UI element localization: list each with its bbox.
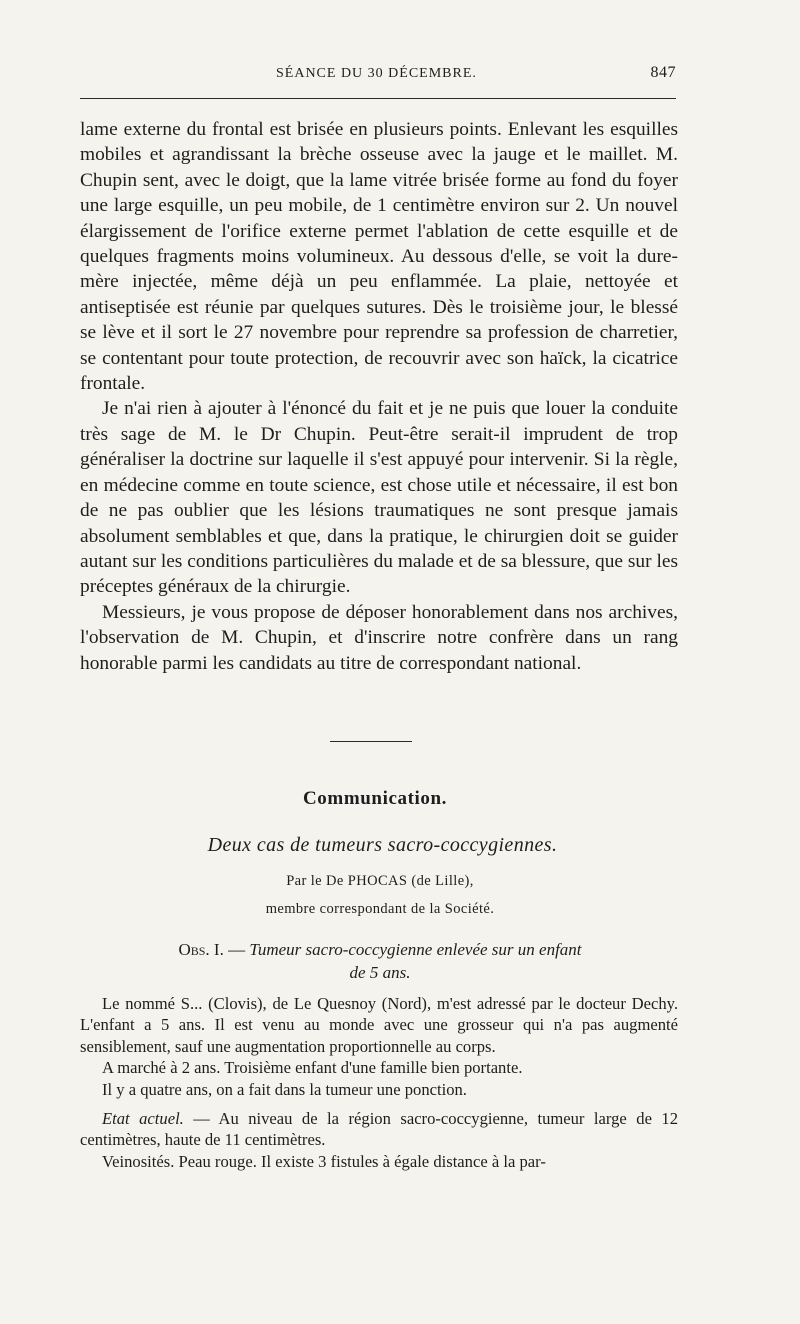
- observation-label: Obs. I. —: [178, 940, 246, 959]
- section-title: Communication.: [302, 788, 448, 809]
- header-rule: [80, 98, 676, 99]
- observation-text: [80, 993, 678, 1172]
- observation-title-line1: Tumeur sacro-coccygienne enlevée sur un enfant: [249, 940, 582, 959]
- author-byline: Par le De PHOCAS (de Lille),: [286, 873, 474, 889]
- obs-paragraph-1: Le nommé S... (Clovis), de Le Quesnoy (Nord), m'est adressé par le docteur Dechy. L'enfant a 5 ans. Il est venu au monde avec une grosseur qui n'a pas augmenté sensiblement, sauf une augmentation proportionnelle au corps.: [80, 994, 678, 1056]
- running-head: [80, 64, 676, 88]
- author-affiliation: membre correspondant de la Société.: [265, 901, 495, 917]
- obs-paragraph-3: Il y a quatre ans, on a fait dans la tumeur une ponction.: [102, 1079, 467, 1099]
- section-divider: [330, 741, 412, 742]
- etat-text: — Au niveau de la région sacro-coccygienne, tumeur large de 12 centimètres, haute de 11 centimètres.: [80, 1109, 679, 1150]
- obs-paragraph-etat: [80, 1108, 678, 1151]
- running-head-title: SÉANCE DU 30 DÉCEMBRE.: [276, 66, 477, 81]
- observation-title-line2: de 5 ans.: [349, 963, 411, 982]
- observation-heading: [0, 938, 760, 984]
- paragraph-2: Je n'ai rien à ajouter à l'énoncé du fait et je ne puis que louer la conduite très sage de M. le Dr Chupin. Peut-être serait-il imprudent de trop généraliser la doctrine sur laquelle il s'est appuyé pour intervenir. Si la règle, en médecine comme en toute science, est chose utile et nécessaire, il est bon de ne pas oublier que les lésions traumatiques ne sont presque jamais absolument semblables et que, dans la pratique, le chirurgien doit se guider autant sur les conditions particulières du malade et de sa blessure, que sur les préceptes généraux de la chirurgie.: [80, 398, 678, 598]
- etat-label: Etat actuel.: [102, 1109, 184, 1129]
- obs-paragraph-2: A marché à 2 ans. Troisième enfant d'une famille bien portante.: [102, 1058, 523, 1078]
- page-number: 847: [650, 64, 676, 81]
- paragraph-3: Messieurs, je vous propose de déposer honorablement dans nos archives, l'observation de M. Chupin, et d'inscrire notre confrère dans un rang honorable parmi les candidats au titre de correspondant national.: [80, 601, 678, 674]
- report-text: [80, 117, 678, 676]
- article-title: Deux cas de tumeurs sacro-coccygiennes.: [207, 834, 558, 856]
- paragraph-1: lame externe du frontal est brisée en plusieurs points. Enlevant les esquilles mobiles et agrandissant la brèche osseuse avec la jauge et le maillet. M. Chupin sent, avec le doigt, que la lame vitrée brisée forme au fond du foyer une large esquille, un peu mobile, de 1 centimètre environ sur 2. Un nouvel élargissement de l'orifice externe permet l'ablation de cette esquille et de quelques fragments moins volumineux. Au dessous d'elle, se voit la dure-mère injectée, même déjà un peu enflammée. La plaie, nettoyée et antiseptisée est réunie par quelques sutures. Dès le troisième jour, le blessé se lève et il sort le 27 novembre pour reprendre sa profession de charretier, se contentant pour toute protection, de recouvrir avec son haïck, la cicatrice frontale.: [80, 119, 678, 395]
- obs-paragraph-last: Veinosités. Peau rouge. Il existe 3 fistules à égale distance à la par-: [102, 1151, 546, 1171]
